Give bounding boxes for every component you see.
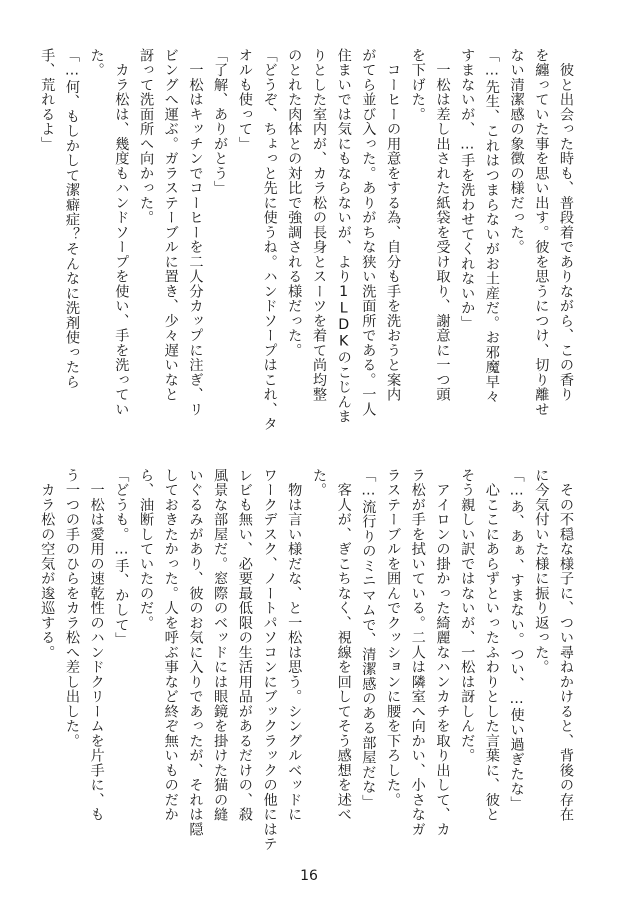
text-line: アイロンの掛かった綺麗なハンカチを取り出して、カ <box>434 468 451 837</box>
text-block-upper <box>38 48 578 448</box>
text-line: しておきたかった。人を呼ぶ事など終ぞ無いものだか <box>162 468 179 822</box>
text-line: 訝って洗面所へ向かった。 <box>138 48 155 225</box>
text-line: 住まいでは気にもならないが、より1LDKのこじんま <box>335 48 352 424</box>
text-line: すまないが、…手を洗わせてくれないか」 <box>459 48 476 331</box>
text-line: 物は言い様だな、と一松は思う。シングルベッドに <box>286 468 303 822</box>
text-line: カラ松は、幾度もハンドソープを使い、手を洗ってい <box>113 48 130 417</box>
text-line: を纏っていた事を思い出す。彼を思うにつけ、切り離せ <box>533 48 550 417</box>
text-line: のとれた肉体との対比で強調される様だった。 <box>286 48 303 358</box>
text-line: 「…何、もしかして潔癖症？そんなに洗剤使ったら <box>63 48 80 390</box>
text-line: 「どうぞ、ちょっと先に使うね。ハンドソープはこれ、タ <box>261 48 278 432</box>
text-line: 一松は愛用の速乾性のハンドクリームを片手に、も <box>88 468 105 822</box>
text-line: 「了解、ありがとう」 <box>212 48 229 196</box>
text-line: ビングへ運ぶ。ガラステーブルに置き、少々遅いなと <box>162 48 179 402</box>
text-line: 「…流行りのミニマムで、清潔感のある部屋だな」 <box>360 468 377 810</box>
text-line: カラ松の空気が逡巡する。 <box>39 468 56 660</box>
text-line: ラ松が手を拭いている。二人は隣室へ向かい、小さなガ <box>409 468 426 837</box>
text-line: オルも使って」 <box>236 48 253 152</box>
text-line: いぐるみがあり、彼のお気に入りであったが、それは隠 <box>187 468 204 837</box>
text-line: を下げた。 <box>409 48 426 122</box>
text-line: がてら並び入った。ありがちな狭い洗面所である。一人 <box>360 48 377 417</box>
text-line: う一つの手のひらをカラ松へ差し出した。 <box>63 468 80 749</box>
text-line: りとした室内が、カラ松の長身とスーツを着て尚均整 <box>310 48 327 402</box>
text-line: に今気付いた様に振り返った。 <box>533 468 550 675</box>
text-line: 彼と出会った時も、普段着でありながら、この香り <box>558 48 574 402</box>
text-block-lower <box>38 468 578 868</box>
text-line: た。 <box>88 48 105 78</box>
text-line: 「どうも。…手、かして」 <box>113 468 130 647</box>
text-line: ラステーブルを囲んでクッションに腰を下ろした。 <box>385 468 402 808</box>
text-line: 手、荒れるよ」 <box>39 48 56 152</box>
page-number: 16 <box>300 868 318 884</box>
text-line: 一松は差し出された紙袋を受け取り、謝意に一つ頭 <box>434 48 451 402</box>
text-line: レビも無い、必要最低限の生活用品があるだけの、殺 <box>236 468 253 822</box>
text-line: 「…あ、あぁ、すまない。つい、…使い過ぎたな」 <box>508 468 525 811</box>
text-line: その不穏な様子に、つい尋ねかけると、背後の存在 <box>558 468 574 822</box>
text-line: 「…先生、これはつまらないがお土産だ。お邪魔早々 <box>483 48 500 404</box>
text-line: 客人が、ぎこちなく、視線を回してそう感想を述べ <box>335 468 352 822</box>
text-line: ない清潔感の象徴の様だった。 <box>508 48 525 255</box>
text-line: 心ここにあらずといったふわりとした言葉に、彼と <box>483 468 500 822</box>
text-line: ワークデスク、ノートパソコンにブックラックの他にはテ <box>261 468 278 852</box>
text-line: 風景な部屋だ。窓際のベッドには眼鏡を掛けた猫の縫 <box>212 468 229 822</box>
text-line: 一松はキッチンでコーヒーを二人分カップに注ぎ、リ <box>187 48 204 417</box>
text-line: コーヒーの用意をする為、自分も手を洗おうと案内 <box>385 48 402 402</box>
text-line: ら、油断していたのだ。 <box>138 468 155 631</box>
text-line: た。 <box>310 468 327 498</box>
text-line: そう親しい訳ではないが、一松は訝しんだ。 <box>459 468 476 763</box>
